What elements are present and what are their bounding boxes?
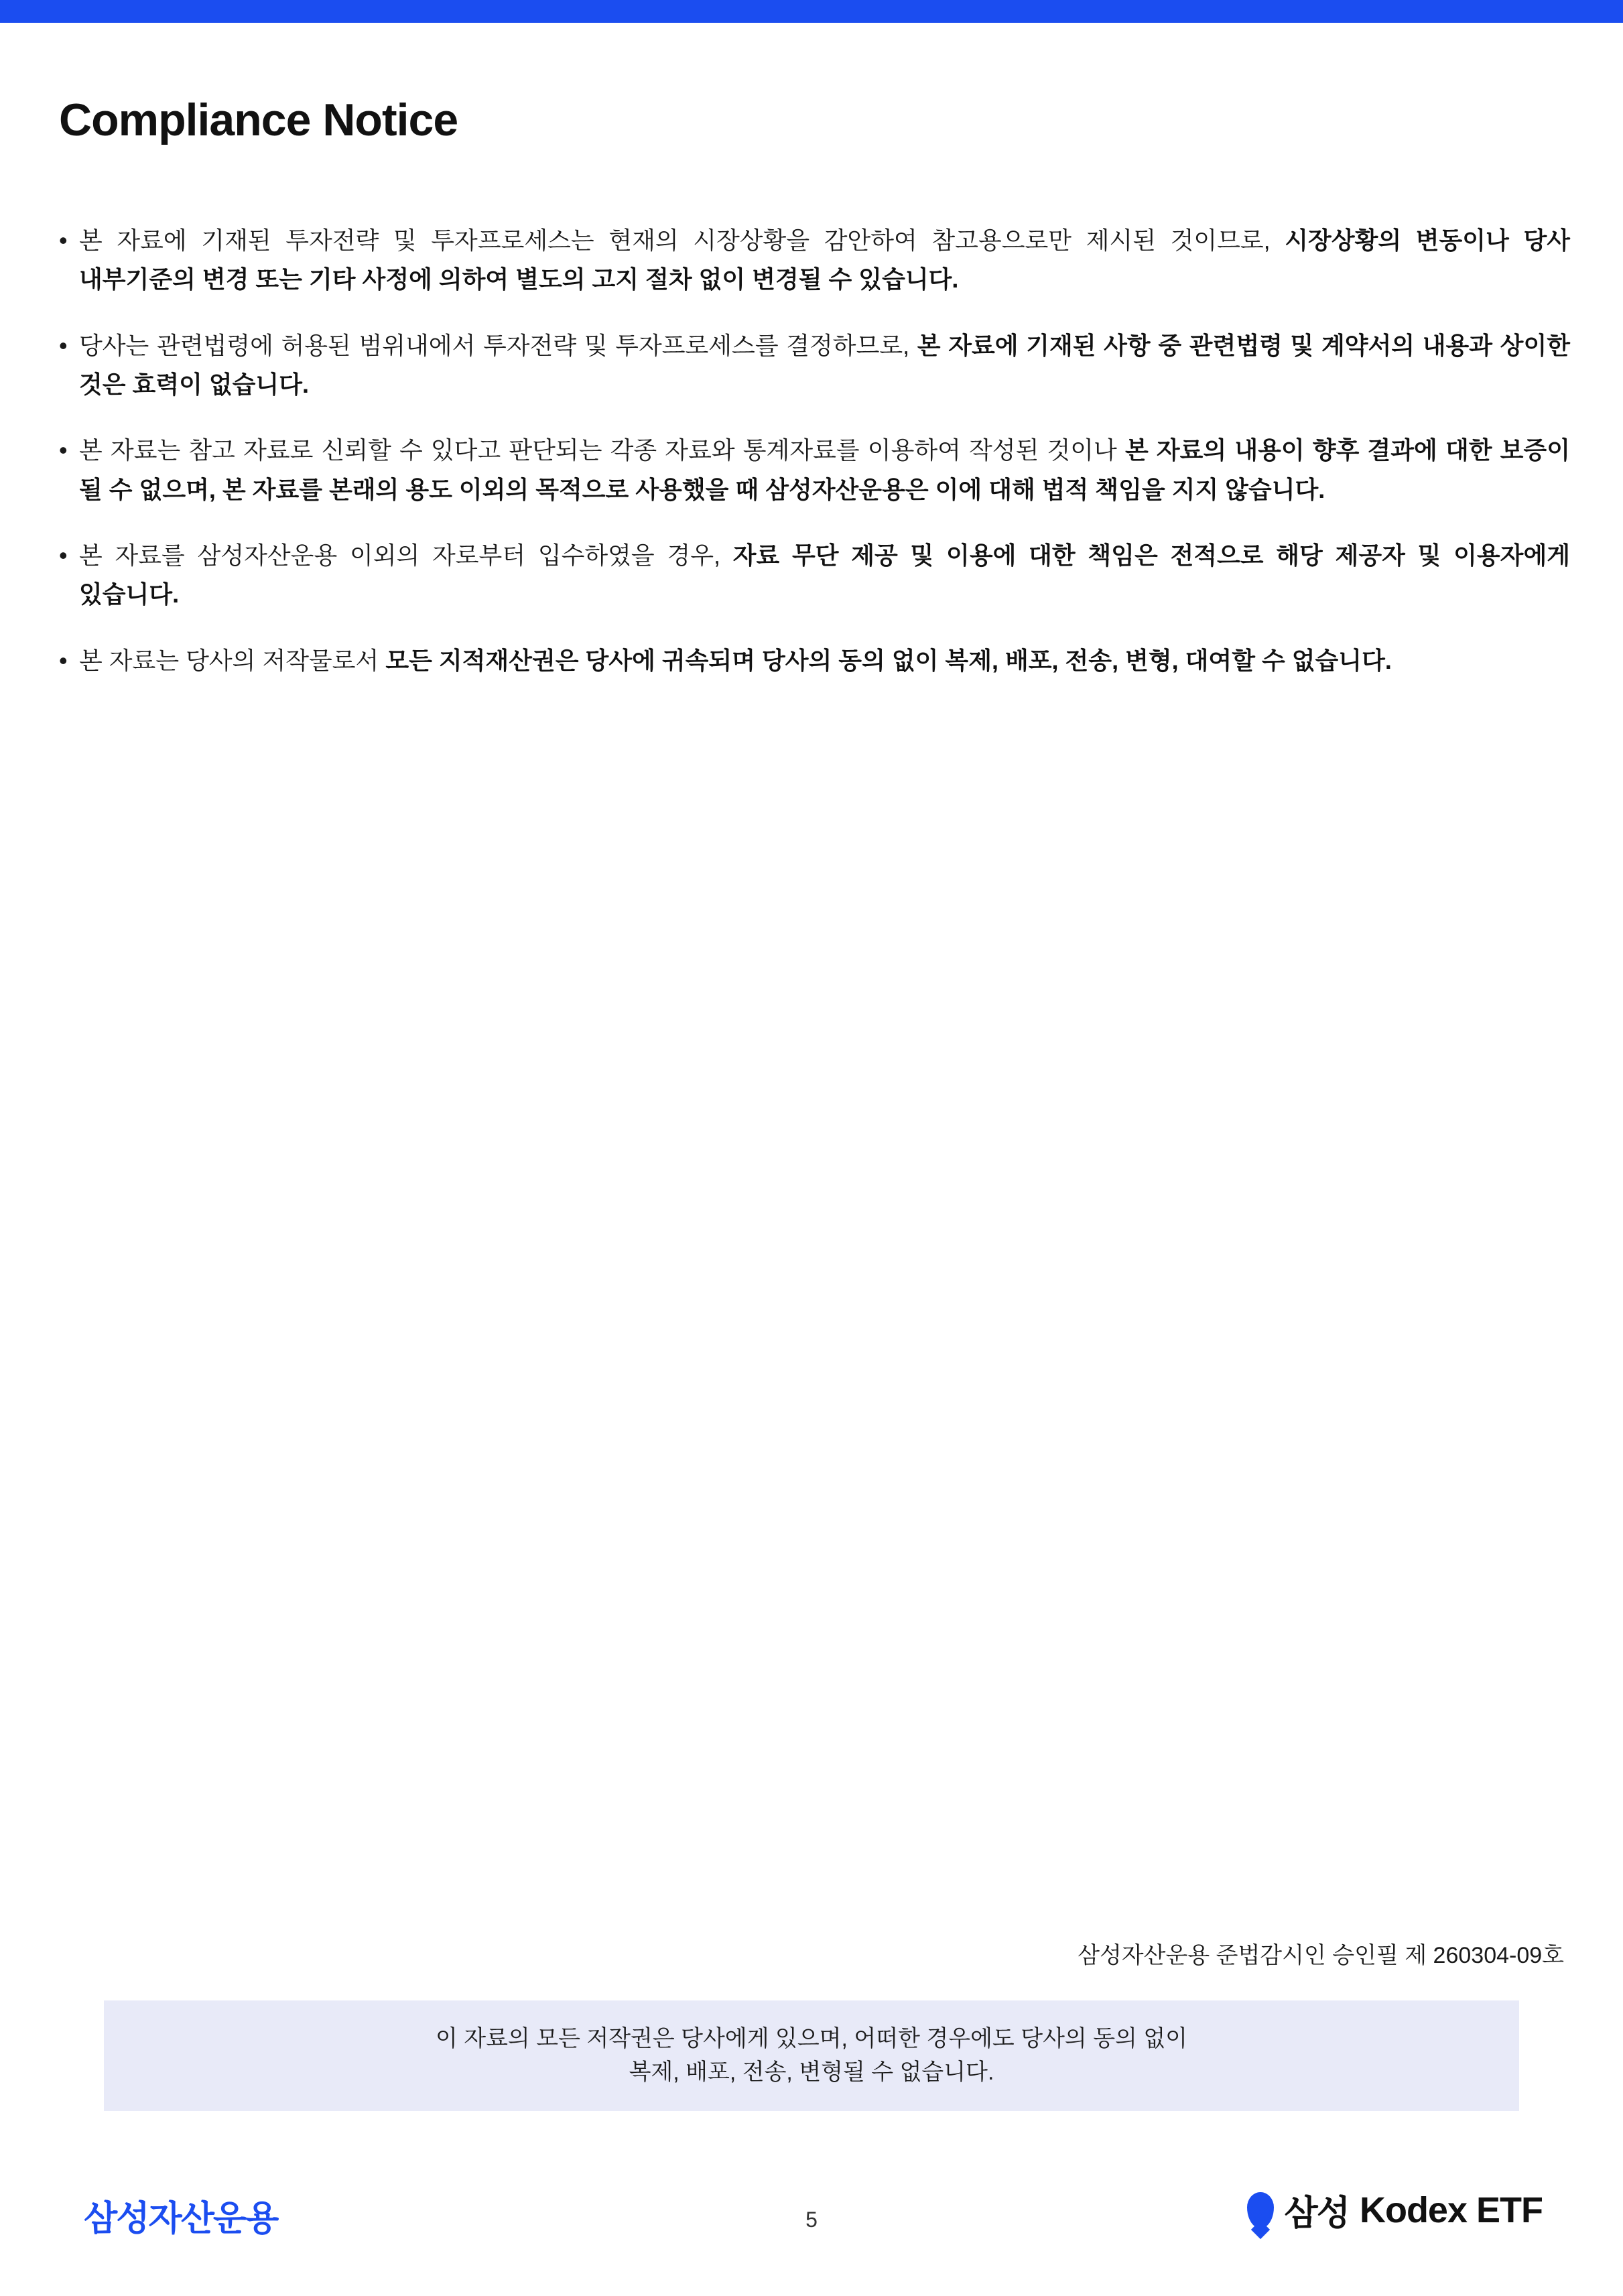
bullet-marker: • (59, 646, 68, 674)
page-title: Compliance Notice (59, 94, 458, 145)
bullet-segment-normal: 본 자료에 기재된 투자전략 및 투자프로세스는 현재의 시장상황을 감안하여 참고용으로만 제시된 것이므로, (79, 227, 1285, 254)
copyright-box (104, 2000, 1519, 2111)
bullet-segment-bold: 본 자료의 내용이 향후 결과에 대한 보증이 될 수 없으며, 본 자료를 본래의 용도 이외의 목적으로 사용했을 때 삼성자산운용은 이에 대해 법적 책임을 지지 않습니다. (79, 436, 1570, 503)
compliance-bullet-list (59, 221, 1570, 707)
list-item (59, 536, 1570, 615)
bullet-marker: • (59, 227, 68, 254)
bullet-segment-normal: 본 자료를 삼성자산운용 이외의 자로부터 입수하였을 경우, (79, 541, 733, 569)
kodex-brand-text: Kodex ETF (1359, 2189, 1543, 2230)
copyright-line-2: 복제, 배포, 전송, 변형될 수 없습니다. (629, 2059, 994, 2085)
bullet-segment-normal: 본 자료는 당사의 저작물로서 (79, 646, 386, 674)
list-item (59, 641, 1570, 680)
kodex-etf-logo (1247, 2185, 1543, 2235)
bullet-segment-bold: 모든 지적재산권은 당사에 귀속되며 당사의 동의 없이 복제, 배포, 전송, 변형, 대여할 수 없습니다. (385, 646, 1392, 674)
bullet-text (79, 641, 1570, 680)
samsung-asset-management-logo: 삼성자산운용 (84, 2199, 278, 2238)
bullet-marker: • (59, 331, 68, 359)
kodex-samsung-text: 삼성 (1284, 2194, 1349, 2233)
bullet-segment-normal: 당사는 관련법령에 허용된 범위내에서 투자전략 및 투자프로세스를 결정하므로, (79, 331, 917, 359)
bullet-text (79, 326, 1570, 405)
copyright-line-1: 이 자료의 모든 저작권은 당사에게 있으며, 어떠한 경우에도 당사의 동의 없이 (435, 2026, 1188, 2052)
bullet-text (79, 536, 1570, 615)
list-item (59, 221, 1570, 300)
bullet-marker: • (59, 541, 68, 569)
location-pin-icon (1247, 2192, 1274, 2228)
bullet-segment-normal: 본 자료는 참고 자료로 신뢰할 수 있다고 판단되는 각종 자료와 통계자료를 이용하여 작성된 것이나 (79, 436, 1125, 464)
bullet-segment-bold: 자료 무단 제공 및 이용에 대한 책임은 전적으로 해당 제공자 및 이용자에게 있습니다. (79, 541, 1570, 609)
list-item (59, 431, 1570, 509)
bullet-marker: • (59, 436, 68, 464)
approval-note: 삼성자산운용 준법감시인 승인필 제 260304-09호 (1078, 1943, 1564, 1968)
page-number: 5 (805, 2208, 818, 2232)
bullet-segment-bold: 본 자료에 기재된 사항 중 관련법령 및 계약서의 내용과 상이한 것은 효력이 없습니다. (79, 331, 1570, 398)
bullet-text (79, 431, 1570, 509)
bullet-text (79, 221, 1570, 300)
bullet-segment-bold: 시장상황의 변동이나 당사 내부기준의 변경 또는 기타 사정에 의하여 별도의 고지 절차 없이 변경될 수 있습니다. (79, 227, 1571, 294)
list-item (59, 326, 1570, 405)
top-accent-bar (0, 0, 1623, 23)
page-footer (0, 2178, 1623, 2265)
